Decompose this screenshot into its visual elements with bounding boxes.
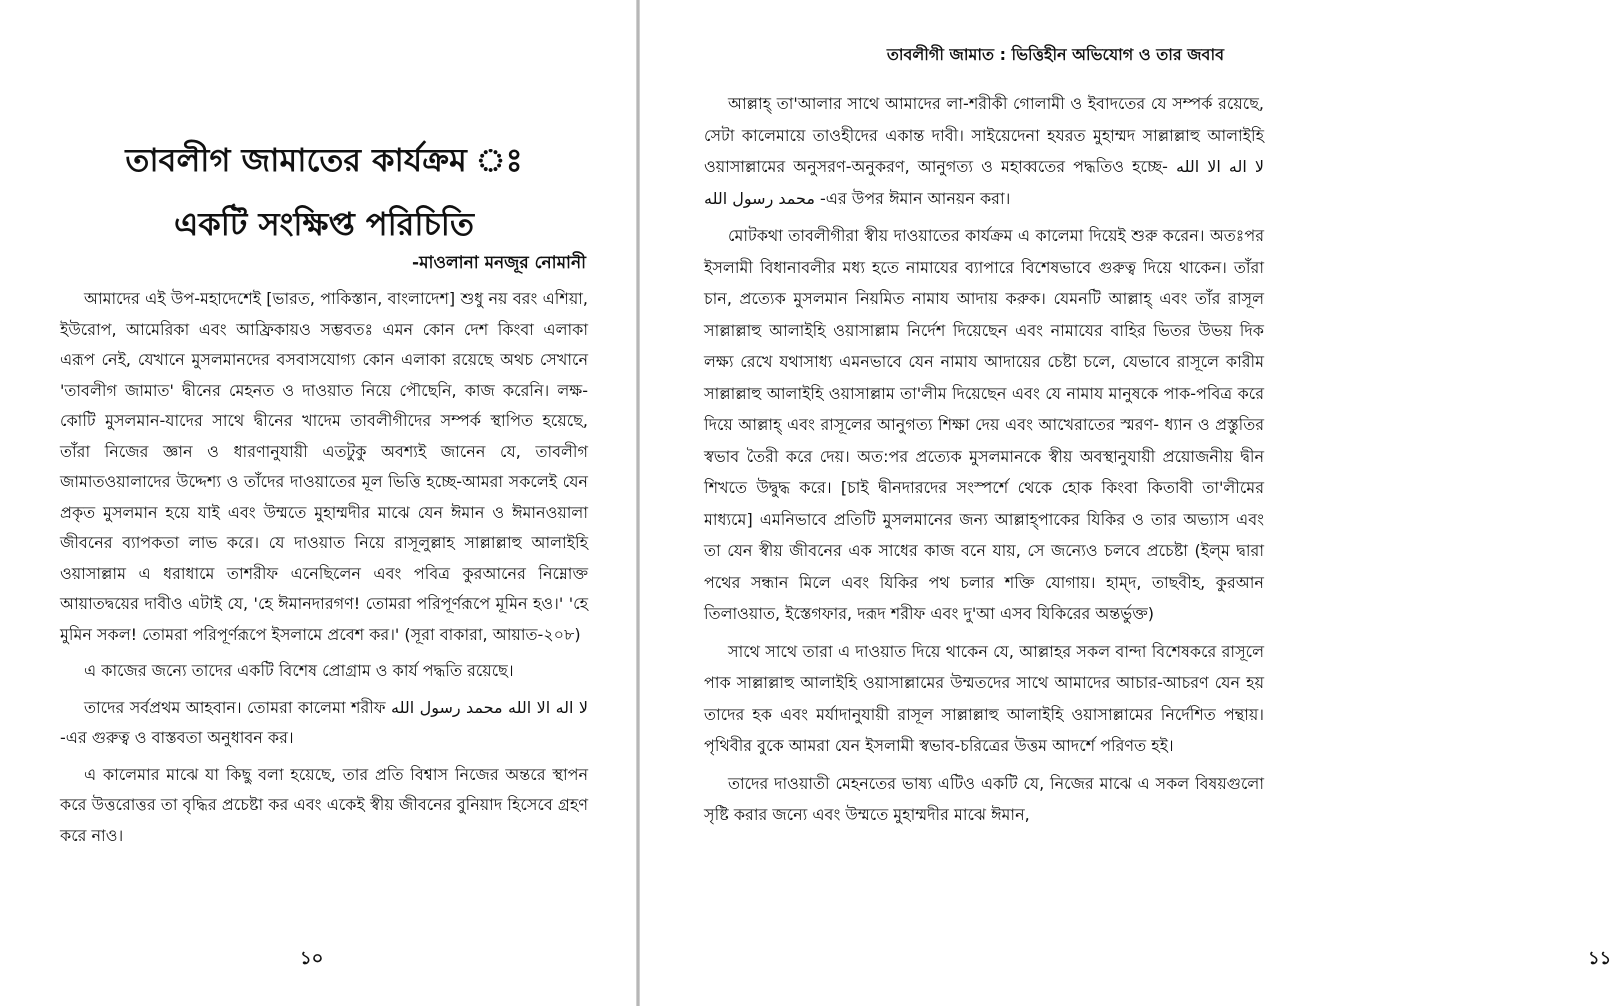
right-page <box>640 0 1611 1006</box>
chapter-title-line-1: তাবলীগ জামাতের কার্যক্রম ঃ <box>125 141 523 179</box>
paragraph: এ কালেমার মাঝে যা কিছু বলা হয়েছে, তার প্রতি বিশ্বাস নিজের অন্তরে স্থাপন করে উত্তরোত্তর তা বৃদ্ধির প্রচেষ্টা কর এবং একেই স্বীয় জীবনের বুনিয়াদ হিসেবে গ্রহণ করে নাও। <box>60 764 588 845</box>
left-page-body <box>60 284 588 857</box>
chapter-title-line-2: একটি সংক্ষিপ্ত পরিচিতি <box>174 205 474 243</box>
running-head: তাবলীগী জামাত : ভিত্তিহীন অভিযোগ ও তার জবাব <box>886 45 1224 64</box>
paragraph: আল্লাহ্‌ তা'আলার সাথে আমাদের লা-শরীকী গোলামী ও ইবাদতের যে সম্পর্ক রয়েছে, সেটা কালেমায়ে তাওহীদের একান্ত দাবী। সাইয়েদেনা হযরত মুহাম্মদ সাল্লাল্লাহু আলাইহি ওয়াসাল্লামের অনুসরণ-অনুকরণ, আনুগত্য ও মহাব্বতের পদ্ধতিও হচ্ছে- لا اله الا الله محمد رسول الله -এর উপর ঈমান আনয়ন করা। <box>704 94 1264 208</box>
right-page-body <box>704 88 1264 837</box>
left-page <box>0 0 640 1006</box>
paragraph: তাদের দাওয়াতী মেহনতের ভাষ্য এটিও একটি যে, নিজের মাঝে এ সকল বিষয়গুলো সৃষ্টি করার জন্যে এবং উম্মতে মুহাম্মদীর মাঝে ঈমান, <box>704 773 1264 824</box>
paragraph: এ কাজের জন্যে তাদের একটি বিশেষ প্রোগ্রাম ও কার্য পদ্ধতি রয়েছে। <box>84 661 514 680</box>
paragraph: মোটকথা তাবলীগীরা স্বীয় দাওয়াতের কার্যক্রম এ কালেমা দিয়েই শুরু করেন। অতঃপর ইসলামী বিধানাবলীর মধ্য হতে নামাযের ব্যাপারে বিশেষভাবে গুরুত্ব দিয়ে থাকেন। তাঁরা চান, প্রত্যেক মুসলমান নিয়মিত নামায আদায় করুক। যেমনটি আল্লাহ্‌ এবং তাঁর রাসূল সাল্লাল্লাহু আলাইহি ওয়াসাল্লাম নির্দেশ দিয়েছেন এবং নামাযের বাহির ভিতর উভয় দিক লক্ষ্য রেখে যথাসাধ্য এমনভাবে যেন নামায আদায়ের চেষ্টা চলে, যেভাবে রাসূলে কারীম সাল্লাল্লাহু আলাইহি ওয়াসাল্লাম তা'লীম দিয়েছেন এবং যে নামায মানুষকে পাক-পবিত্র করে দিয়ে আল্লাহ্‌ এবং রাসূলের আনুগত্য শিক্ষা দেয় এবং আখেরাতের স্মরণ- ধ্যান ও প্রস্তুতির স্বভাব তৈরী করে দেয়। অত:পর প্রত্যেক মুসলমানকে স্বীয় অবস্থানুযায়ী প্রয়োজনীয় দ্বীন শিখতে উদ্বুদ্ধ করে। [চাই দ্বীনদারদের সংস্পর্শে থেকে হোক কিংবা কিতাবী তা'লীমের মাধ্যমে] এমনিভাবে প্রতিটি মুসলমানের জন্য আল্লাহ্‌পাকের যিকির ও তার অভ্যাস এবং তা যেন স্বীয় জীবনের এক সাধের কাজ বনে যায়, সে জন্যেও চলবে প্রচেষ্টা (ইল্‌ম দ্বারা পথের সন্ধান মিলে এবং যিকির পথ চলার শক্তি যোগায়। হাম্‌দ, তাছবীহ, কুরআন তিলাওয়াত, ইস্তেগফার, দরূদ শরীফ এবং দু'আ এসব যিকিরের অন্তর্ভুক্ত) <box>704 226 1264 623</box>
paragraph: সাথে সাথে তারা এ দাওয়াত দিয়ে থাকেন যে, আল্লাহর সকল বান্দা বিশেষকরে রাসূলে পাক সাল্লাল্লাহু আলাইহি ওয়াসাল্লামের উম্মতদের সাথে আমাদের আচার-আচরণ যেন হয় তাদের হক এবং মর্যাদানুযায়ী রাসূল সাল্লাল্লাহু আলাইহি ওয়াসাল্লামের নির্দেশিত পন্থায়। পৃথিবীর বুকে আমরা যেন ইসলামী স্বভাব-চরিত্রের উত্তম আদর্শে পরিণত হই। <box>704 641 1264 755</box>
page-number-right: ১১ <box>1588 948 1611 969</box>
page-number-left: ১০ <box>300 948 324 969</box>
paragraph: তাদের সর্বপ্রথম আহবান। তোমরা কালেমা শরীফ لا اله الا الله محمد رسول الله -এর গুরুত্ব ও বাস্তবতা অনুধাবন কর। <box>60 697 589 747</box>
paragraph: আমাদের এই উপ-মহাদেশেই [ভারত, পাকিস্তান, বাংলাদেশ] শুধু নয় বরং এশিয়া, ইউরোপ, আমেরিকা এবং আফ্রিকায়ও সম্ভবতঃ এমন কোন দেশ কিংবা এলাকা এরূপ নেই, যেখানে মুসলমানদের বসবাসযোগ্য কোন এলাকা রয়েছে অথচ সেখানে 'তাবলীগ জামাত' দ্বীনের মেহনত ও দাওয়াত নিয়ে পৌছেনি, কাজ করেনি। লক্ষ-কোটি মুসলমান-যাদের সাথে দ্বীনের খাদেম তাবলীগীদের সম্পর্ক স্থাপিত হয়েছে, তাঁরা নিজের জ্ঞান ও ধারণানুযায়ী এতটুকু অবশ্যই জানেন যে, তাবলীগ জামাতওয়ালাদের উদ্দেশ্য ও তাঁদের দাওয়াতের মূল ভিত্তি হচ্ছে-আমরা সকলেই যেন প্রকৃত মুসলমান হয়ে যাই এবং উম্মতে মুহাম্মদীর মাঝে যেন ঈমান ও ঈমানওয়ালা জীবনের ব্যাপকতা লাভ করে। যে দাওয়াত নিয়ে রাসূলুল্লাহ সাল্লাল্লাহু আলাইহি ওয়াসাল্লাম এ ধরাধামে তাশরীফ এনেছিলেন এবং পবিত্র কুরআনের নিম্নোক্ত আয়াতদ্বয়ের দাবীও এটাই যে, 'হে ঈমানদারগণ! তোমরা পরিপূর্ণরূপে মূমিন হও।' 'হে মুমিন সকল! তোমরা পরিপূর্ণরূপে ইসলামে প্রবেশ কর।' (সূরা বাকারা, আয়াত-২০৮) <box>60 289 588 644</box>
author-name: -মাওলানা মনজূর নোমানী <box>412 253 586 273</box>
chapter-title <box>60 128 588 256</box>
